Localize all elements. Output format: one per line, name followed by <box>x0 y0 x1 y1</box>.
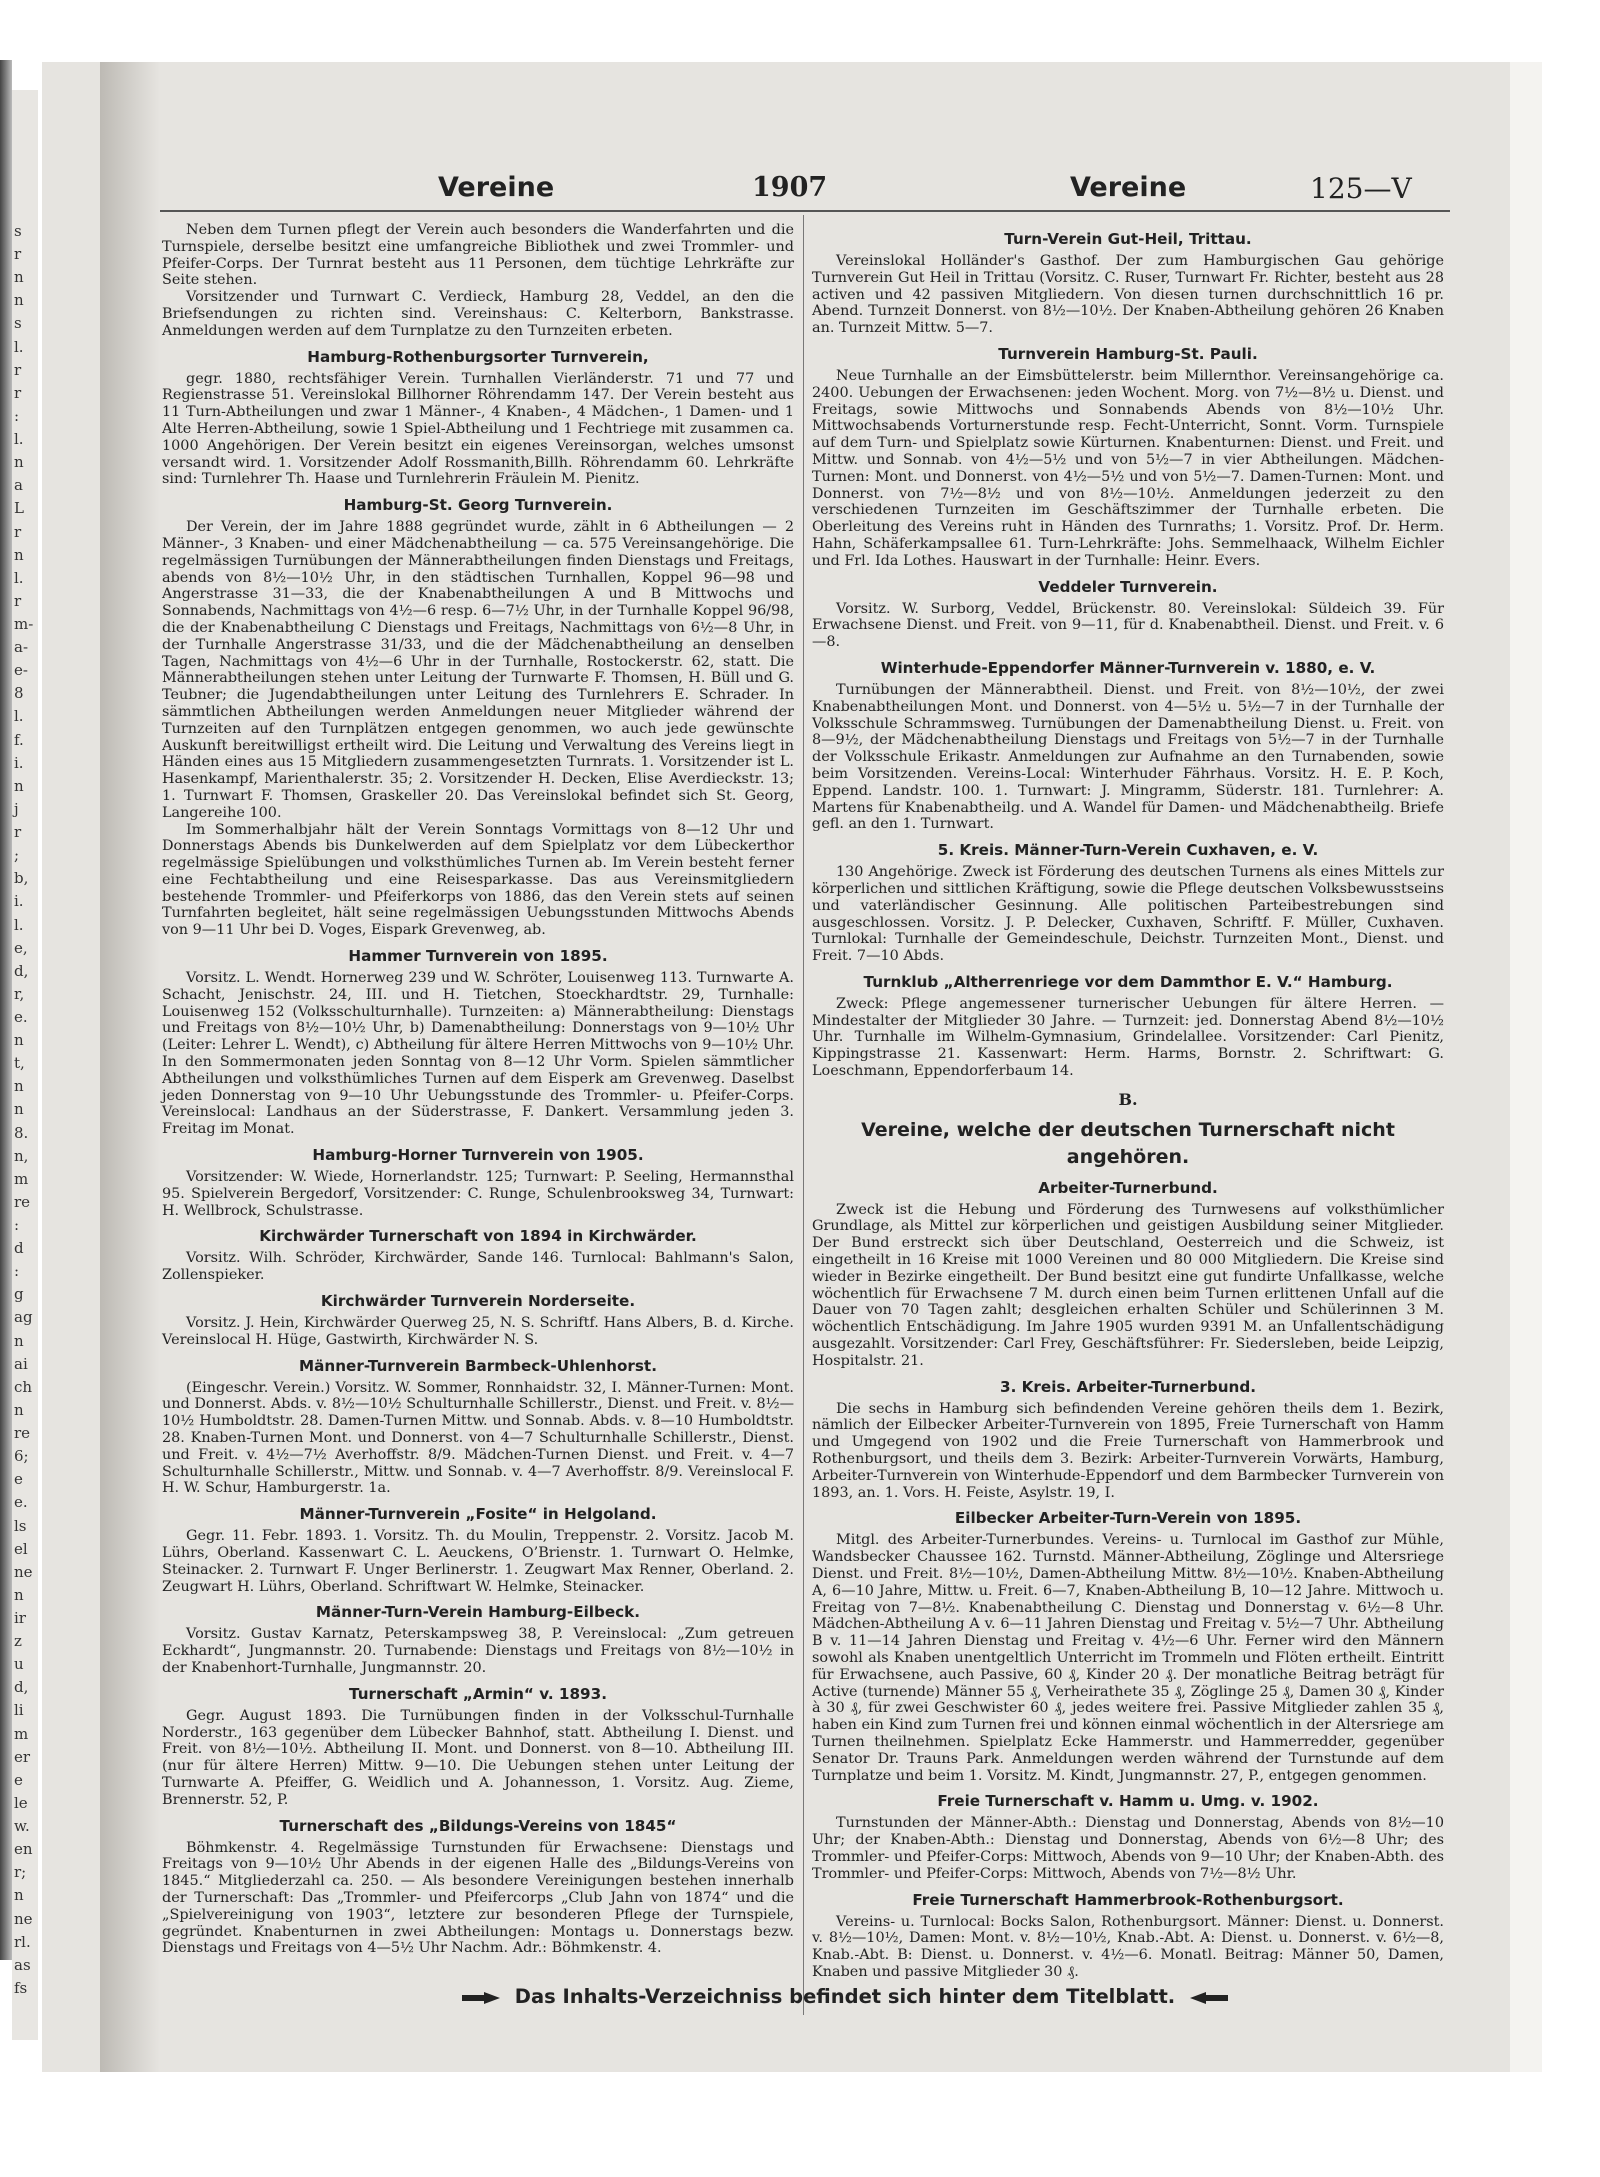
previous-page-fragment: u <box>14 1655 24 1674</box>
previous-page-fragment: r <box>14 383 22 402</box>
previous-page-fragment: g <box>14 1285 24 1304</box>
previous-page-fragment: j <box>14 799 19 818</box>
paragraph: Neue Turnhalle an der Eimsbüttelerstr. beim Millernthor. Vereinsangehörige ca. 2400. Uebungen der Erwachsenen: jeden Wochent. Morg. von 7½—8½ u. Dienst. und Freitags, sowie Mittwochs und Sonnabends Abends von 8½—10½ Uhr. Mittwochsabends Vorturnerstunde resp. Fecht-Unterricht, Sonnt. Vorm. Turnspiele auf dem Turn- und Spielplatz sowie Kürturnen. Knabenturnen: Dienst. und Freit. und Mittw. und Sonnab. von 4½—5½ und von 5½—7 in vier Abtheilungen. Mädchen-Turnen: Mont. und Donnerst. von 4½—5½ und von 5½—7. Damen-Turnen: Mont. und Donnerst. von 7½—8½ und von 8½—10½. Anmeldungen jederzeit zu den verschiedenen Turnzeiten im Geschäftszimmer der Turnhalle erbeten. Die Oberleitung des Vereins ruht in Händen des Turnraths; 1. Vorsitz. Prof. Dr. Herm. Hahn, Schäferkampsallee 61. Turn-Lehrkräfte: Johs. Semmelhaack, Wilhelm Eichler und Frl. Ida Lothes. Hauswart in der Turnhalle: Heinr. Evers. <box>812 367 1444 569</box>
previous-page-fragment: d <box>14 1239 24 1258</box>
previous-page-fragment: w. <box>14 1817 30 1836</box>
previous-page-fragment: d, <box>14 1678 29 1697</box>
section-heading: Männer-Turnverein Barmbeck-Uhlenhorst. <box>299 1356 657 1375</box>
previous-page-fragment: en <box>14 1840 33 1859</box>
previous-page-fragment: n <box>14 545 24 564</box>
previous-page-fragment: n <box>14 1077 24 1096</box>
previous-page-fragment: r <box>14 823 22 842</box>
paragraph: Vorsitz. L. Wendt. Hornerweg 239 und W. Schröter, Louisenweg 113. Turnwarte A. Schacht, Jenischstr. 24, III. und H. Tietchen, Stoeckhardtstr. 29, Turnhalle: Louisenweg 152 (Volksschulturnhalle). Turnzeiten: a) Männerabtheilung: Dienstags und Freitags von 8½—10½ Uhr, b) Damenabtheilung: Donnerstags von 9—10½ Uhr (Leiter: Lehrer L. Wendt), c) Abtheilung für ältere Herren Mittwochs von 9—10½ Uhr. In den Sommermonaten jeden Sonntag von 8—12 Uhr Vorm. Spielen sämmtlicher Abtheilungen und volksthümliches Turnen auf dem Eisperk am Grevenweg. Daselbst jeden Donnerstag von 9—10 Uhr Uebungsstunde des Trommler- u. Pfeifer-Corps. Vereinslocal: Landhaus an der Süderstrasse, F. Dankert. Versammlung jeden 3. Freitag im Monat. <box>162 970 794 1138</box>
previous-page-fragment: f. <box>14 730 24 749</box>
paragraph: Gegr. 11. Febr. 1893. 1. Vorsitz. Th. du Moulin, Treppenstr. 2. Vorsitz. Jacob M. Lührs, Oberland. Kassenwart C. L. Aeuckens, O’Brienstr. 1. Turnwart O. Helmke, Steinacker. 2. Turnwart F. Unger Berlinerstr. 1. Zeugwart Max Renner, Oberland. 2. Zeugwart H. Lührs, Oberland. Schriftwart W. Helmke, Steinacker. <box>162 1528 794 1595</box>
paragraph: Böhmkenstr. 4. Regelmässige Turnstunden für Erwachsene: Dienstags und Freitags von 9—10½ Uhr Abends in der eigenen Halle des „Bildungs-Vereins von 1845.“ Mitgliederzahl ca. 250. — Als besondere Vereinigungen bestehen innerhalb der Turnerschaft: Das „Trommler- und Pfeifercorps „Club Jahn von 1874“ und die „Spielvereinigung von 1903“, letztere zur besonderen Pflege der Turnspiele, gegründet. Knabenturnen in zwei Abtheilungen: Montags u. Donnerstags bezw. Dienstags und Freitags von 4—5½ Uhr Nachm. Adr.: Böhmkenstr. 4. <box>162 1839 794 1957</box>
previous-page-fragment: re <box>14 1192 31 1211</box>
previous-page-fragment: e. <box>14 1007 28 1026</box>
previous-page-fragment: e <box>14 1770 23 1789</box>
paragraph: Vereinslokal Holländer's Gasthof. Der zum Hamburgischen Gau gehörige Turnverein Gut Heil in Trittau (Vorsitz. C. Ruser, Turnwart Fr. Richter, besteht aus 28 activen und 42 passiven Mitgliedern. Von diesen turnen durchschnittlich 16 pr. Abend. Turnzeit Donnerst. von 8½—10½. Der Knaben-Abtheilung gehören 26 Knaben an. Turnzeit Mittw. 5—7. <box>812 253 1444 337</box>
paragraph: Der Verein, der im Jahre 1888 gegründet wurde, zählt in 6 Abtheilungen — 2 Männer-, 3 Knaben- und einer Mädchenabtheilung — ca. 575 Vereinsangehörige. Die regelmässigen Turnübungen der Männerabtheilungen finden Dienstags und Freitags, abends von 8½—10½ Uhr, in den städtischen Turnhallen, Koppel 96—98 und Angerstrasse 31—33, die der Knabenabtheilungen A und B Mittwochs und Sonnabends, Nachmittags von 4½—6 resp. 6—7½ Uhr, in der Turnhalle Koppel 96/98, die der Knabenabtheilung C Dienstags und Freitags, Nachmittags von 6½—8 Uhr, in der Turnhalle Angerstrasse 31/33, und die der Mädchenabtheilung an denselben Tagen, Nachmittags von 4½—6 Uhr in der Turnhalle, Rostockerstr. 62, statt. Die Männerabtheilungen stehen unter Leitung der Turnwarte F. Thomsen, H. Büll und G. Teubner; die Jugendabtheilungen unter Leitung des Turnlehrers E. Schrader. In sämmtlichen Abtheilungen werden Anmeldungen neuer Mitglieder während der Turnzeiten auf den Turnplätzen entgegen genommen, wo auch jede gewünschte Auskunft bereitwilligst ertheilt wird. Die Leitung und Verwaltung des Vereins liegt in Händen eines aus 15 Mitgliedern zusammengesetzten Turnrats. 1. Vorsitzender ist L. Hasenkampf, Marienthalerstr. 35; 2. Vorsitzender H. Decken, Elise Averdieckstr. 13; 1. Turnwart F. Thomsen, Graskeller 20. Das Vereinslokal befindet sich St. Georg, Langereihe 100. <box>162 519 794 821</box>
section-heading: Hamburg-Rothenburgsorter Turnverein, <box>307 347 649 366</box>
pointing-hand-left-icon <box>1188 1990 1230 2006</box>
previous-page-fragment: n <box>14 1031 24 1050</box>
previous-page-fragment: i. <box>14 892 24 911</box>
left-column <box>162 222 794 1957</box>
section-heading: Freie Turnerschaft Hammerbrook-Rothenburgsort. <box>912 1890 1344 1909</box>
previous-page-fragment: ; <box>14 846 20 865</box>
footer-notice <box>395 1985 1295 2008</box>
section-heading: Hamburg-St. Georg Turnverein. <box>343 496 613 515</box>
previous-page-fragment: e- <box>14 661 28 680</box>
section-heading: Turnklub „Altherrenriege vor dem Dammthor E. V.“ Hamburg. <box>863 972 1393 991</box>
previous-page-fragment: 8. <box>14 1123 29 1142</box>
previous-page-fragment: n <box>14 453 24 472</box>
previous-page-fragment: m <box>14 1169 29 1188</box>
previous-page-fragment: a <box>14 476 23 495</box>
paragraph: Turnstunden der Männer-Abth.: Dienstag und Donnerstag, Abends von 8½—10 Uhr; der Knaben-Abth.: Dienstag und Donnerstag, Abends von 6½—8 Uhr; des Trommler- und Pfeifer-Corps: Mittwoch, Abends von 9—10 Uhr; der Knaben-Abth. des Trommler- und Pfeifer-Corps: Mittwoch, Abends von 7½—8½ Uhr. <box>812 1815 1444 1882</box>
previous-page-fragment: d, <box>14 961 29 980</box>
previous-page-fragment: t, <box>14 1054 25 1073</box>
section-heading: Männer-Turnverein „Fosite“ in Helgoland. <box>299 1505 657 1524</box>
previous-page-fragment: r <box>14 522 22 541</box>
header-year: 1907 <box>752 172 828 203</box>
previous-page-fragment: l. <box>14 915 24 934</box>
paragraph: 130 Angehörige. Zweck ist Förderung des deutschen Turnens als eines Mittels zur körperlichen und sittlichen Kräftigung, sowie die Pflege deutschen Volksbewusstseins und vaterländischer Gesinnung. Alle politischen Parteibestrebungen sind ausgeschlossen. Vorsitz. J. P. Delecker, Cuxhaven, Schriftf. F. Müller, Cuxhaven. Turnlokal: Turnhalle der Gemeindeschule, Deichstr. Turnzeiten Mont., Dienst. und Freit. 7—10 Abds. <box>812 864 1444 965</box>
previous-page-fragment: ne <box>14 1909 33 1928</box>
previous-page-fragment: L <box>14 499 24 518</box>
previous-page-fragment: r, <box>14 984 25 1003</box>
previous-page-fragment: li <box>14 1701 24 1720</box>
paragraph: Mitgl. des Arbeiter-Turnerbundes. Vereins- u. Turnlocal im Gasthof zur Mühle, Wandsbecker Chaussee 162. Turnstd. Männer-Abtheilung, Zöglinge und Altersriege Dienst. und Freit. 8½—10½, Damen-Abtheilung Mittw. 8½—10½. Knaben-Abtheilung A, 6—10 Jahre, Mittw. u. Freit. 6—7, Knaben-Abtheilung B, 10—12 Jahre. Mittwoch u. Freitag von 7—8½. Knabenabtheilung C. Dienstag und Donnerstag v. 6½—8 Uhr. Mädchen-Abtheilung A v. 6—11 Jahren Dienstag und Freitag v. 5½—7 Uhr. Abtheilung B v. 11—14 Jahren Dienstag und Freitag v. 4½—6 Uhr. Ferner wird den Männern sowohl als Knaben unentgeltlich Unterricht im Trommeln und Flöten ertheilt. Eintritt für Erwachsene, auch Passive, 60 ₰, Kinder 20 ₰. Der monatliche Beitrag beträgt für Active (turnende) Männer 55 ₰, Verheirathete 35 ₰, Zöglinge 25 ₰, Damen 30 ₰, Kinder à 30 ₰, für zwei Geschwister 60 ₰, jedes weitere frei. Passive Mitglieder zahlen 35 ₰, haben ein Kind zum Turnen frei und können einmal wöchentlich in der Altersriege am Turnen theilnehmen. Spielplatz Ecke Hammerstr. und Hammerredder, gegenüber Senator Dr. Trauns Park. Anmeldungen werden während der Turnstunde auf dem Turnplatze und beim 1. Vorsitz. M. Kindt, Jungmannstr. 27, P., entgegen genommen. <box>812 1532 1444 1784</box>
previous-page-fragment: a- <box>14 638 29 657</box>
pointing-hand-right-icon <box>460 1990 502 2006</box>
previous-page-fragment: : <box>14 1262 20 1281</box>
paragraph: Im Sommerhalbjahr hält der Verein Sonntags Vormittags von 8—12 Uhr und Donnerstags Abends bis Dunkelwerden auf dem Spielplatz vor dem Lübeckerthor regelmässige Spielübungen und volksthümliches Turnen ab. Im Verein besteht ferner eine Fechtabtheilung und eine Reisesparkasse. Das aus Vereinsmitgliedern bestehende Trommler- und Pfeiferkorps von 1886, das den Verein stets auf seinen Turnfahrten begleitet, hält seine regelmässigen Uebungsstunden Mittwochs Abends von 9—11 Uhr bei D. Voges, Eispark Grevenweg, ab. <box>162 821 794 939</box>
section-heading: Hamburg-Horner Turnverein von 1905. <box>312 1146 644 1165</box>
paragraph: Zweck ist die Hebung und Förderung des Turnwesens auf volksthümlicher Grundlage, als Mittel zur körperlichen und geistigen Ausbildung seiner Mitglieder. Der Bund erstreckt sich über Deutschland, Oesterreich und die Schweiz, ist eingetheilt in 16 Kreise mit 1000 Vereinen und 80 000 Mitgliedern. Die Kreise sind wieder in Bezirke eingetheilt. Der Bund besitzt eine gut fundirte Unfallkasse, welche wöchentlich für Erwachsene 7 M. durch einen beim Turnen erlittenen Unfall auf die Dauer von 70 Tagen zahlt; desgleichen erhalten Schüler und Schülerinnen 3 M. wöchentlich Entschädigung. Im Jahre 1905 wurden 9391 M. an Unfallentschädigung ausgezahlt. Vorsitzender: Carl Frey, Geschäftsführer: Fr. Siedersleben, beide Leipzig, Hospitalstr. 21. <box>812 1201 1444 1369</box>
part-heading: Vereine, welche der deutschen Turnerschaft nicht angehören. <box>861 1118 1395 1168</box>
page-number: 125—V <box>1310 172 1412 205</box>
previous-page-fragment: s <box>14 222 22 240</box>
previous-page-fragment: re <box>14 1424 31 1443</box>
section-heading: Arbeiter-Turnerbund. <box>1038 1178 1218 1197</box>
running-header <box>160 172 1450 208</box>
paragraph: Vereins- u. Turnlocal: Bocks Salon, Rothenburgsort. Männer: Dienst. u. Donnerst. v. 8½—10½, Damen: Mont. v. 8½—10½, Knab.-Abt. A: Dienst. u. Donnerst. v. 6½—8, Knab.-Abt. B: Dienst. u. Donnerst. v. 4½—6. Monatl. Beitrag: Männer 50, Damen, Knaben und passive Mitglieder 30 ₰. <box>812 1913 1444 1980</box>
page-gutter <box>100 62 160 2072</box>
previous-page-fragment: n <box>14 1585 24 1604</box>
previous-page-fragment: n <box>14 1331 24 1350</box>
previous-page-fragment: el <box>14 1539 28 1558</box>
previous-page-fragment: rl. <box>14 1932 31 1951</box>
previous-page-fragment: : <box>14 406 20 425</box>
previous-page-fragment: r <box>14 591 22 610</box>
previous-page-fragment: n <box>14 268 24 287</box>
section-heading: 5. Kreis. Männer-Turn-Verein Cuxhaven, e. V. <box>937 841 1319 860</box>
column-divider <box>803 215 804 2015</box>
section-heading: Hammer Turnverein von 1895. <box>348 947 608 966</box>
section-heading: Männer-Turn-Verein Hamburg-Eilbeck. <box>315 1603 641 1622</box>
previous-page-fragment: fs <box>14 1978 28 1997</box>
previous-page-fragment: n <box>14 776 24 795</box>
footer-text: Das Inhalts-Verzeichniss befindet sich hinter dem Titelblatt. <box>514 1985 1176 2008</box>
paragraph: Die sechs in Hamburg sich befindenden Vereine gehören theils dem 1. Bezirk, nämlich der Eilbecker Arbeiter-Turnverein von 1895, Freie Turnerschaft von Hamm und Umgegend von 1902 und die Freie Turnerschaft von Hammerbrook und Rothenburgsort, und theils dem 3. Bezirk: Arbeiter-Turnverein Vorwärts, Hamburg, Arbeiter-Turnverein von Winterhude-Eppendorf und dem Barmbecker Turnverein von 1893, an. 1. Vors. H. Feiste, Asylstr. 19, I. <box>812 1400 1444 1501</box>
previous-page-fragment: n <box>14 1400 24 1419</box>
previous-page-fragment: n <box>14 1886 24 1905</box>
previous-page-fragment: 8 <box>14 684 24 703</box>
binding-shadow <box>0 60 12 1960</box>
section-heading: Kirchwärder Turnverein Norderseite. <box>320 1292 636 1311</box>
previous-page-fragment: m <box>14 1724 29 1743</box>
previous-page-fragment: r; <box>14 1863 27 1882</box>
previous-page-fragment: e <box>14 1470 23 1489</box>
section-heading: Turnverein Hamburg-St. Pauli. <box>998 344 1258 363</box>
previous-page-fragment: : <box>14 1216 20 1235</box>
previous-page-fragment: as <box>14 1955 31 1974</box>
previous-page-fragment: m- <box>14 614 34 633</box>
previous-page-fragment: ch <box>14 1377 33 1396</box>
previous-page-fragment: n <box>14 291 24 310</box>
paragraph: Vorsitz. Wilh. Schröder, Kirchwärder, Sande 146. Turnlocal: Bahlmann's Salon, Zollenspieker. <box>162 1250 794 1284</box>
page-right-margin <box>1510 62 1542 2072</box>
previous-page-fragment: n <box>14 1100 24 1119</box>
paragraph: Vorsitzender: W. Wiede, Hornerlandstr. 125; Turnwart: P. Seeling, Hermannsthal 95. Spielverein Bergedorf, Vorsitzender: C. Runge, Schulenbrooksweg 34, Turnwart: H. Wellbrock, Schulstrasse. <box>162 1169 794 1219</box>
previous-page-fragment: ir <box>14 1609 26 1627</box>
section-heading: Turnerschaft „Armin“ v. 1893. <box>349 1684 607 1703</box>
header-rule <box>160 210 1450 212</box>
previous-page-fragment: r <box>14 360 22 379</box>
paragraph: Turnübungen der Männerabtheil. Dienst. und Freit. von 8½—10½, der zwei Knabenabtheilungen Mont. und Donnerst. von 4—5½ u. 5½—7 in der Turnhalle der Volksschule Schrammsweg. Turnübungen der Damenabtheilung Dienst. u. Freit. von 8—9½, der Mädchenabtheilung Dienstags und Freitags von 5½—7 in der Turnhalle der Volksschule Erikastr. Anmeldungen zur Aufnahme an den Turnabenden, sowie beim Vorsitzenden. Vereins-Local: Winterhuder Fährhaus. Vorsitz. H. E. P. Koch, Eppend. Landstr. 100. 1. Turnwart: J. Mingramm, Süderstr. 181. Turnlehrer: A. Martens für Knabenabtheilg. und A. Wandel für Damen- und Mädchenabtheilg. Briefe gefl. an den 1. Turnwart. <box>812 681 1444 833</box>
previous-page-fragment: ai <box>14 1354 28 1373</box>
previous-page-fragment: l. <box>14 430 24 449</box>
previous-page-fragment: n, <box>14 1146 29 1165</box>
paragraph: Gegr. August 1893. Die Turnübungen finden in der Volksschul-Turnhalle Norderstr., 163 gegenüber dem Lübecker Bahnhof, statt. Abtheilung I. Dienst. und Freit. von 8½—10½. Abtheilung II. Mont. und Donnerst. von 8—10. Abtheilung III. (nur für ältere Herren) Mittw. 9—10. Die Uebungen stehen unter Leitung der Turnwarte A. Pfeiffer, G. Weidlich und A. Johannesson, 1. Vorsitz. Aug. Zieme, Brennerstr. 52, P. <box>162 1707 794 1808</box>
section-heading: Turn-Verein Gut-Heil, Trittau. <box>1004 230 1252 248</box>
paragraph: Vorsitzender und Turnwart C. Verdieck, Hamburg 28, Veddel, an den die Briefsendungen zu richten sind. Vereinshaus: C. Kelterborn, Bankstrasse. Anmeldungen werden auf dem Turnplatze zu den Turnzeiten erbeten. <box>162 289 794 339</box>
previous-page-fragment: l. <box>14 707 24 726</box>
previous-page-fragment: e. <box>14 1493 28 1512</box>
previous-page-fragment: l. <box>14 337 24 356</box>
previous-page-fragment: le <box>14 1793 28 1812</box>
section-heading: Winterhude-Eppendorfer Männer-Turnverein v. 1880, e. V. <box>880 658 1376 677</box>
previous-page-fragment: r <box>14 245 22 264</box>
previous-page-fragment: i. <box>14 753 24 772</box>
paragraph: Vorsitz. J. Hein, Kirchwärder Querweg 25, N. S. Schriftf. Hans Albers, B. d. Kirche. Vereinslocal H. Hüge, Gastwirth, Kirchwärder N. S. <box>162 1315 794 1348</box>
header-section-right: Vereine <box>1070 172 1187 203</box>
paragraph: gegr. 1880, rechtsfähiger Verein. Turnhallen Vierländerstr. 71 und 77 und Regienstrasse 51. Vereinslokal Billhorner Röhrendamm 147. Der Verein besteht aus 11 Turn-Abtheilungen und zwar 1 Männer-, 4 Knaben-, 4 Mädchen-, 1 Damen- und 1 Alte Herren-Abtheilung, sowie 1 Spiel-Abtheilung und 1 Fechtriege mit zusammen ca. 1000 Angehörigen. Der Verein besitzt ein eigenes Vereinsorgan, welches umsonst versandt wird. 1. Vorsitzender Adolf Rossmanith,Billh. Röhrendamm 60. Lehrkräfte sind: Turnlehrer Th. Haase und Turnlehrerin Fräulein M. Pienitz. <box>162 370 794 488</box>
previous-page-fragment: e, <box>14 938 28 957</box>
previous-page-fragment: ag <box>14 1308 33 1327</box>
previous-page-fragment: z <box>14 1632 22 1651</box>
section-heading: Kirchwärder Turnerschaft von 1894 in Kirchwärder. <box>259 1227 697 1246</box>
previous-page-fragment: l. <box>14 568 24 587</box>
paragraph: Vorsitz. W. Surborg, Veddel, Brückenstr. 80. Vereinslokal: Süldeich 39. Für Erwachsene Dienst. und Freit. von 9—11, für d. Knabenabtheil. Dienst. und Freit. v. 6—8. <box>812 600 1444 651</box>
header-section-left: Vereine <box>438 172 555 203</box>
previous-page-fragment: b, <box>14 869 29 888</box>
previous-page-fragment: ne <box>14 1562 33 1581</box>
section-heading: 3. Kreis. Arbeiter-Turnerbund. <box>1000 1377 1256 1396</box>
section-heading: Freie Turnerschaft v. Hamm u. Umg. v. 1902. <box>937 1792 1319 1811</box>
paragraph: Neben dem Turnen pflegt der Verein auch besonders die Wanderfahrten und die Turnspiele, derselbe besitzt eine umfangreiche Bibliothek und zwei Trommler- und Pfeifer-Corps. Der Turnrat besteht aus 11 Personen, dem tüchtige Lehrkräfte zur Seite stehen. <box>162 222 794 289</box>
section-heading: Veddeler Turnverein. <box>1038 577 1218 596</box>
right-column <box>812 222 1444 1981</box>
previous-page-fragment: er <box>14 1747 31 1766</box>
paragraph: (Eingeschr. Verein.) Vorsitz. W. Sommer, Ronnhaidstr. 32, I. Männer-Turnen: Mont. und Donnerst. Abds. v. 8½—10½ Schulturnhalle Schillerstr., Dienst. und Freit. v. 8½—10½ Humboldtstr. 28. Damen-Turnen Mittw. und Sonnab. Abds. v. 8—10 Humboldtstr. 28. Knaben-Turnen Mont. und Donnerst. von 4—7 Schulturnhalle Schillerstr., Dienst. und Freit. v. 4½—7½ Averhoffstr. 8/9. Mädchen-Turnen Dienst. und Freit. v. 4—7 Schulturnhalle Schillerstr., Mittw. und Sonnab. v. 4—7 Averhoffstr. 8/9. Vereinslocal F. H. W. Schur, Hamburgerstr. 1a. <box>162 1379 794 1497</box>
section-heading: Turnerschaft des „Bildungs-Vereins von 1845“ <box>279 1816 677 1835</box>
part-letter: B. <box>1118 1089 1138 1109</box>
paragraph: Zweck: Pflege angemessener turnerischer Uebungen für ältere Herren. — Mindestalter der Mitglieder 30 Jahre. — Turnzeit: jed. Donnerstag Abend 8½—10½ Uhr. Turnhalle im Wilhelm-Gymnasium, Grindelallee. Vorsitzender: Carl Pienitz, Kippingstrasse 21. Kassenwart: Herm. Harms, Bornstr. 2. Schriftwart: G. Loeschmann, Eppendorferbaum 14. <box>812 995 1444 1080</box>
previous-page-fragment: s <box>14 314 22 333</box>
paragraph: Vorsitz. Gustav Karnatz, Peterskampsweg 38, P. Vereinslocal: „Zum getreuen Eckhardt“, Jungmannstr. 20. Turnabende: Dienstags und Freitags von 8½—10½ in der Knabenhort-Turnhalle, Jungmannstr. 20. <box>162 1626 794 1676</box>
section-heading: Eilbecker Arbeiter-Turn-Verein von 1895. <box>954 1509 1302 1528</box>
previous-page-fragment: ls <box>14 1516 27 1535</box>
previous-page-fragment: 6; <box>14 1447 29 1466</box>
